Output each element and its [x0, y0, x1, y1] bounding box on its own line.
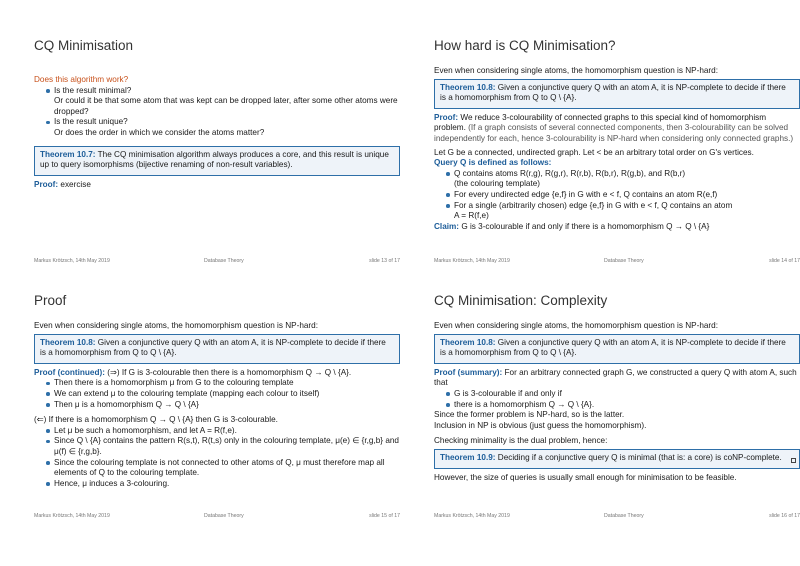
list-item: there is a homomorphism Q → Q \ {A}. — [446, 400, 800, 411]
bullet-list — [34, 378, 400, 410]
query-definition-heading: Query Q is defined as follows: — [434, 158, 552, 168]
bullet-list — [34, 426, 400, 490]
slide-content — [434, 321, 800, 483]
theorem-label: Theorem 10.8: — [440, 337, 496, 347]
theorem-text: Given a conjunctive query Q with an atom A, it is NP-complete to decide if there is a homomorphism from Q to Q \ {A}. — [40, 337, 386, 358]
section-question: Does this algorithm work? — [34, 75, 129, 84]
proof-continued: Proof (continued): (⇒) If G is 3-colourable then there is a homomorphism Q → Q \ {A}. — [34, 367, 352, 377]
theorem-text: The CQ minimisation algorithm always produces a core, and this result is unique up to query isomorphisms (bijective renaming of non-result variables). — [40, 149, 389, 170]
footer-slide-number: slide 14 of 17 — [769, 258, 800, 264]
footer-author: Markus Krötzsch, 14th May 2019 — [34, 513, 110, 519]
footer-course: Database Theory — [204, 258, 244, 264]
list-item: Hence, μ induces a 3-colouring. — [46, 479, 400, 490]
theorem-label: Theorem 10.9: — [440, 452, 496, 462]
bullet-list — [34, 86, 400, 139]
proof-line: Proof: exercise — [34, 179, 91, 189]
slide-16 — [434, 285, 800, 520]
theorem-box — [434, 334, 800, 364]
slide-14 — [434, 30, 800, 265]
list-item: G is 3-colourable if and only if — [446, 389, 800, 400]
slide-title: CQ Minimisation — [34, 38, 134, 53]
claim-line: Claim: G is 3-colourable if and only if there is a homomorphism Q → Q \ {A} — [434, 221, 710, 231]
qed-square-icon — [791, 458, 796, 463]
theorem-box — [434, 449, 800, 469]
footer-slide-number: slide 13 of 17 — [369, 258, 400, 264]
bullet-list — [434, 169, 800, 222]
slide-13 — [34, 30, 400, 265]
theorem-label: Theorem 10.8: — [40, 337, 96, 347]
inclusion-statement: Inclusion in NP is obvious (just guess the homomorphism). — [434, 420, 647, 430]
graph-definition: Let G be a connected, undirected graph. Let < be an arbitrary total order on G's vertices. — [434, 147, 754, 157]
footer-slide-number: slide 15 of 17 — [369, 513, 400, 519]
list-item: For every undirected edge {e,f} in G with e < f, Q contains an atom R(e,f) — [446, 190, 800, 201]
footer-slide-number: slide 16 of 17 — [769, 513, 800, 519]
footer-author: Markus Krötzsch, 14th May 2019 — [434, 513, 510, 519]
slide-title: Proof — [34, 293, 67, 308]
theorem-box — [34, 334, 400, 364]
theorem-text: Given a conjunctive query Q with an atom A, it is NP-complete to decide if there is a homomorphism from Q to Q \ {A}. — [440, 337, 786, 358]
reverse-direction: (⇐) If there is a homomorphism Q → Q \ {A} then G is 3-colourable. — [34, 415, 278, 425]
bullet-list — [434, 389, 800, 410]
slide-title: CQ Minimisation: Complexity — [434, 293, 608, 308]
footer-author: Markus Krötzsch, 14th May 2019 — [34, 258, 110, 264]
list-item: Since Q \ {A} contains the pattern R(s,t), R(t,s) only in the colouring template, μ(e) ∈ {r,g,b} and μ(f) ∈ {r,g,b}. — [46, 436, 400, 457]
hardness-statement: Since the former problem is NP-hard, so is the latter. — [434, 410, 625, 420]
slide-content — [34, 66, 400, 190]
theorem-text: Deciding if a conjunctive query Q is minimal (that is: a core) is coNP-complete. — [497, 452, 782, 462]
dual-problem-text: Checking minimality is the dual problem, hence: — [434, 436, 608, 446]
theorem-box — [434, 79, 800, 109]
theorem-text: Given a conjunctive query Q with an atom A, it is NP-complete to decide if there is a homomorphism from Q to Q \ {A}. — [440, 82, 786, 103]
list-item: Is the result minimal? Or could it be that some atom that was kept can be dropped later, after some other atoms were dropped? — [46, 86, 400, 118]
slide-title: How hard is CQ Minimisation? — [434, 38, 616, 53]
proof-paragraph: Proof: We reduce 3-colourability of connected graphs to this special kind of homomorphism problem. (If a graph consists of several connected components, then 3-colourability can be solved independently for each, hence 3-colourability is NP-hard when considering only connected graphs.) — [434, 112, 794, 143]
slide-content — [34, 321, 400, 489]
intro-text: Even when considering single atoms, the homomorphism question is NP-hard: — [34, 321, 318, 330]
slide-content — [434, 66, 800, 232]
footer-course: Database Theory — [604, 258, 644, 264]
footer-author: Markus Krötzsch, 14th May 2019 — [434, 258, 510, 264]
list-item: Is the result unique? Or does the order in which we consider the atoms matter? — [46, 117, 400, 138]
list-item: For a single (arbitrarily chosen) edge {e,f} in G with e < f, Q contains an atom A = R(f,e) — [446, 201, 800, 222]
footer-course: Database Theory — [204, 513, 244, 519]
theorem-label: Theorem 10.7: — [40, 149, 96, 159]
intro-text: Even when considering single atoms, the homomorphism question is NP-hard: — [434, 66, 718, 75]
list-item: Then there is a homomorphism μ from G to the colouring template — [46, 378, 400, 389]
proof-summary: Proof (summary): For an arbitrary connected graph G, we constructed a query Q with atom A, such that — [434, 367, 797, 388]
intro-text: Even when considering single atoms, the homomorphism question is NP-hard: — [434, 321, 718, 330]
list-item: We can extend μ to the colouring template (mapping each colour to itself) — [46, 389, 400, 400]
theorem-label: Theorem 10.8: — [440, 82, 496, 92]
list-item: Let μ be such a homomorphism, and let A = R(f,e). — [46, 426, 400, 437]
list-item: Q contains atoms R(r,g), R(g,r), R(r,b), R(b,r), R(g,b), and R(b,r) (the colouring template) — [446, 169, 800, 190]
list-item: Since the colouring template is not connected to other atoms of Q, μ must therefore map all elements of Q to the colouring template. — [46, 458, 400, 479]
theorem-box — [34, 146, 400, 176]
footer-course: Database Theory — [604, 513, 644, 519]
closing-remark: However, the size of queries is usually small enough for minimisation to be feasible. — [434, 472, 737, 482]
list-item: Then μ is a homomorphism Q → Q \ {A} — [46, 400, 400, 411]
slide-15 — [34, 285, 400, 520]
